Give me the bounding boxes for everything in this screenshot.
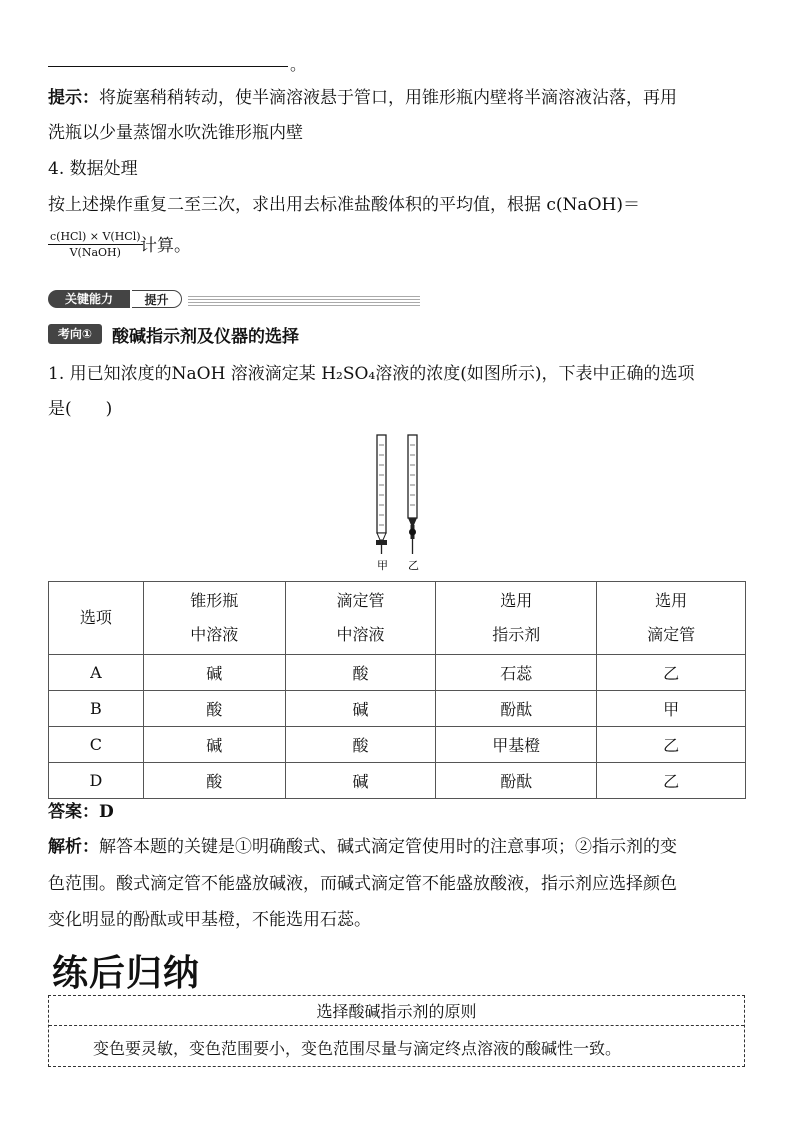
- table-cell: D: [49, 763, 144, 799]
- table-cell: 酚酞: [436, 763, 597, 799]
- question-line-1: 1. 用已知浓度的NaOH 溶液滴定某 H₂SO₄溶液的浓度(如图所示)，下表中正确的选项: [48, 364, 695, 384]
- principle-box-title: 选择酸碱指示剂的原则: [316, 1002, 477, 1021]
- analysis-line-1: [48, 835, 677, 859]
- table-cell: 石蕊: [436, 655, 597, 691]
- table-row: [49, 763, 746, 799]
- header-burette-solution: 滴定管 中溶液: [285, 582, 436, 655]
- blank-period: 。: [290, 55, 307, 74]
- table-header-row: [49, 582, 746, 655]
- analysis-text-1: 解答本题的关键是①明确酸式、碱式滴定管使用时的注意事项；②指示剂的变: [99, 837, 677, 857]
- hint-label: 提示：: [48, 88, 99, 108]
- table-cell: 碱: [285, 763, 436, 799]
- hint-line-1: [48, 86, 677, 110]
- fraction-suffix: 计算。: [140, 236, 191, 256]
- table-row: [49, 691, 746, 727]
- principle-box: [48, 995, 745, 1067]
- fill-blank-line: [48, 66, 288, 67]
- question-line-2: 是( ): [48, 399, 113, 419]
- fraction-denominator: V(NaOH): [69, 246, 121, 259]
- principle-box-text: 变色要灵敏，变色范围要小，变色范围尽量与滴定终点溶液的酸碱性一致。: [93, 1039, 622, 1058]
- header-burette: 选用 滴定管: [597, 582, 746, 655]
- banner-stripes: [188, 294, 420, 306]
- acid-burette-icon: [376, 435, 387, 554]
- table-cell: B: [49, 691, 144, 727]
- analysis-label: 解析：: [48, 837, 99, 857]
- table-cell: 酸: [143, 691, 285, 727]
- table-cell: 酸: [285, 727, 436, 763]
- key-ability-badge: 关键能力: [48, 290, 130, 308]
- hint-text-1: 将旋塞稍稍转动，使半滴溶液悬于管口，用锥形瓶内壁将半滴溶液沾落，再用: [99, 88, 677, 108]
- hint-line-2: 洗瓶以少量蒸馏水吹洗锥形瓶内壁: [48, 123, 303, 143]
- table-cell: 酸: [143, 763, 285, 799]
- options-table: [48, 581, 746, 799]
- header-option: 选项: [49, 582, 144, 655]
- header-flask-solution: 锥形瓶 中溶液: [143, 582, 285, 655]
- table-row: [49, 727, 746, 763]
- table-cell: 甲: [597, 691, 746, 727]
- analysis-line-2: 色范围。酸式滴定管不能盛放碱液，而碱式滴定管不能盛放酸液，指示剂应选择颜色: [48, 874, 677, 894]
- topic-tag: 考向①: [48, 324, 102, 344]
- table-cell: C: [49, 727, 144, 763]
- base-burette-icon: [408, 435, 417, 554]
- principle-box-divider: [49, 1025, 744, 1026]
- answer-value: D: [99, 802, 114, 822]
- fraction-formula: [48, 230, 143, 259]
- improve-badge: 提升: [132, 290, 182, 308]
- analysis-line-3: 变化明显的酚酞或甲基橙，不能选用石蕊。: [48, 910, 371, 930]
- table-cell: 甲基橙: [436, 727, 597, 763]
- burette-label-b: 乙: [408, 559, 419, 572]
- table-cell: A: [49, 655, 144, 691]
- answer-line: [48, 800, 114, 824]
- table-cell: 乙: [597, 727, 746, 763]
- header-indicator: 选用 指示剂: [436, 582, 597, 655]
- table-cell: 碱: [143, 727, 285, 763]
- table-row: [49, 655, 746, 691]
- table-cell: 乙: [597, 655, 746, 691]
- table-cell: 碱: [143, 655, 285, 691]
- data-processing-text: 按上述操作重复二至三次，求出用去标准盐酸体积的平均值，根据 c(NaOH)＝: [48, 195, 640, 215]
- table-cell: 酚酞: [436, 691, 597, 727]
- table-cell: 酸: [285, 655, 436, 691]
- burette-figure: [360, 430, 440, 575]
- fraction-numerator: c(HCl) × V(HCl): [50, 230, 141, 243]
- topic-title: 酸碱指示剂及仪器的选择: [112, 327, 299, 347]
- summary-title: 练后归纳: [52, 953, 201, 994]
- answer-label: 答案：: [48, 802, 99, 822]
- burette-label-a: 甲: [377, 559, 388, 572]
- section-heading-data: 4. 数据处理: [48, 159, 138, 179]
- table-cell: 碱: [285, 691, 436, 727]
- table-cell: 乙: [597, 763, 746, 799]
